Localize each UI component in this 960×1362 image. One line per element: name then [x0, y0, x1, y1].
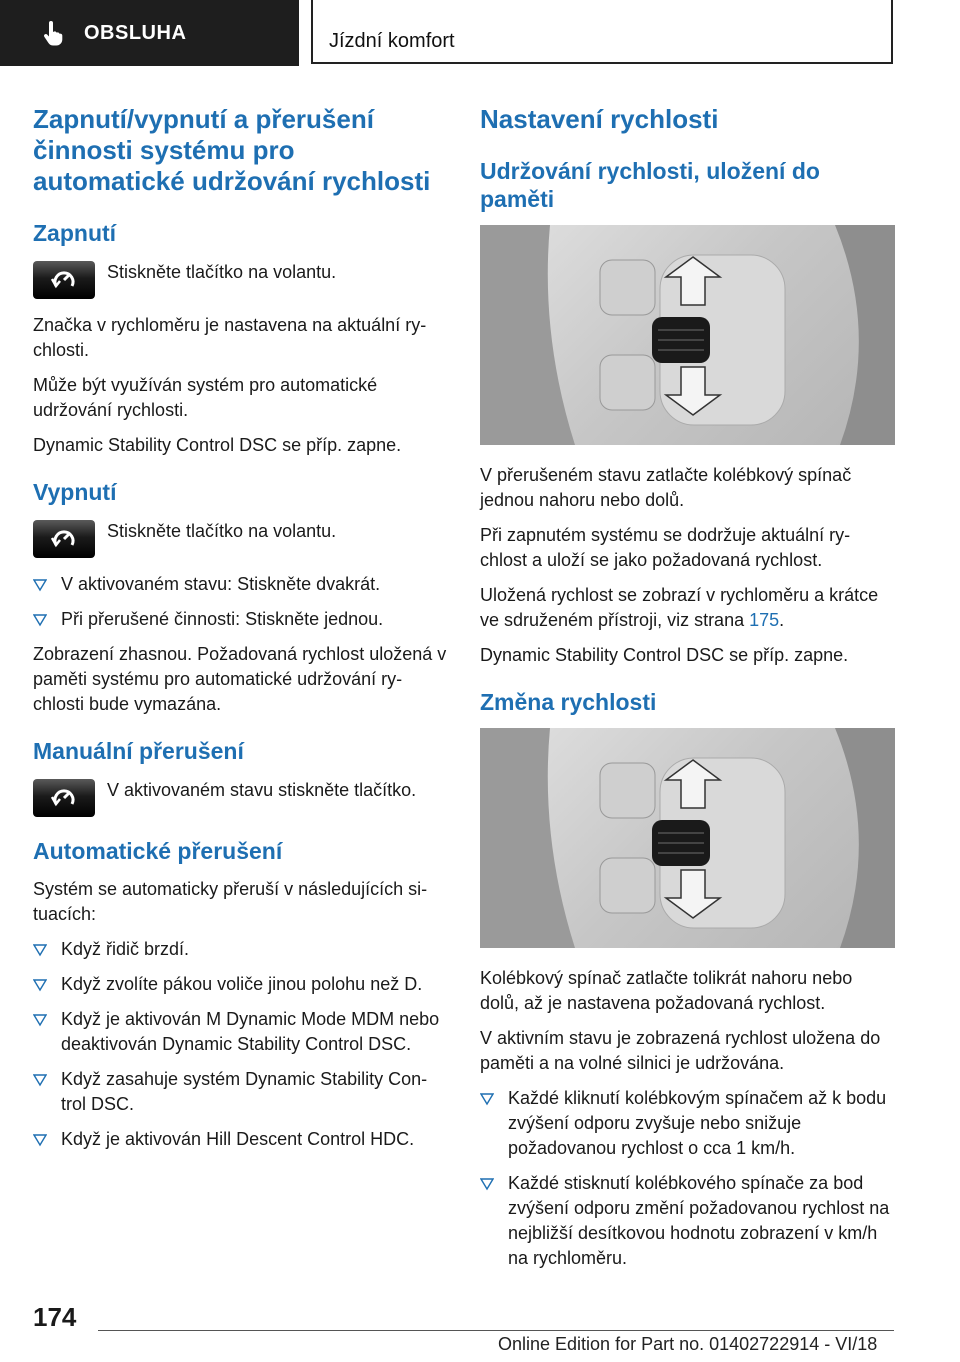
- heading-store-speed: Udržování rychlosti, uložení do paměti: [480, 158, 820, 212]
- paragraph: Kolébkový spínač zatlačte tolikrát nahoru nebo dolů, až je nastavena požadovaná rychlost.: [480, 968, 853, 1013]
- steering-wheel-rocker-photo: [480, 225, 895, 445]
- section-label: OBSLUHA: [84, 21, 187, 44]
- paragraph: Uložená rychlost se zobrazí v rychloměru a krátce ve sdruženém přístroji, viz strana 175.: [480, 585, 879, 630]
- chapter-box: [311, 0, 893, 64]
- page-header: [0, 0, 960, 66]
- left-column: [33, 104, 447, 1162]
- heading-auto-interrupt: Automatické přerušení: [33, 838, 283, 864]
- triangle-bullet-icon: [33, 978, 47, 992]
- list-item: Každé stisknutí kolébkového spínače za bod zvýšení odporu změní požadovanou rychlost na nejbližší desítkovou hodnotu zobrazení v km/h na rychloměru.: [480, 1171, 895, 1271]
- paragraph: Při zapnutém systému se dodržuje aktuální ry-chlost a uloží se jako požadovaná rychlost.: [480, 525, 851, 570]
- bullet-list-off: [33, 572, 447, 632]
- triangle-bullet-icon: [480, 1092, 494, 1106]
- paragraph: V aktivním stavu je zobrazená rychlost uložena do paměti a na volné silnici je udržována.: [480, 1028, 881, 1073]
- list-item: Při přerušené činnosti: Stiskněte jednou.: [33, 607, 447, 632]
- paragraph: V přerušeném stavu zatlačte kolébkový spínač jednou nahoru nebo dolů.: [480, 465, 852, 510]
- triangle-bullet-icon: [480, 1177, 494, 1191]
- bullet-list-auto: [33, 937, 447, 1152]
- triangle-bullet-icon: [33, 1013, 47, 1027]
- list-item: Když zvolíte pákou voliče jinou polohu než D.: [33, 972, 447, 997]
- triangle-bullet-icon: [33, 578, 47, 592]
- heading-vypnuti: Vypnutí: [33, 479, 117, 505]
- paragraph: Dynamic Stability Control DSC se příp. zapne.: [480, 645, 849, 665]
- list-item: Každé kliknutí kolébkovým spínačem až k bodu zvýšení odporu zvyšuje nebo snižuje požadovanou rychlost o cca 1 km/h.: [480, 1086, 895, 1161]
- cruise-control-button-icon: [33, 779, 95, 817]
- paragraph: Zobrazení zhasnou. Požadovaná rychlost uložená v paměti systému pro automatické udržování ry-chlosti bude vymazána.: [33, 644, 447, 714]
- footer-rule: [98, 1330, 894, 1331]
- paragraph: Značka v rychloměru je nastavena na aktuální ry-chlosti.: [33, 315, 427, 360]
- heading-manual-interrupt: Manuální přerušení: [33, 738, 244, 764]
- paragraph: Může být využíván systém pro automatické udržování rychlosti.: [33, 375, 378, 420]
- list-item: Když je aktivován M Dynamic Mode MDM nebo deaktivován Dynamic Stability Control DSC.: [33, 1007, 447, 1057]
- button-instruction-on: [33, 259, 447, 299]
- triangle-bullet-icon: [33, 1133, 47, 1147]
- right-column: [480, 104, 895, 1281]
- triangle-bullet-icon: [33, 943, 47, 957]
- instruction-text: Stiskněte tlačítko na volantu.: [107, 521, 337, 541]
- triangle-bullet-icon: [33, 1073, 47, 1087]
- triangle-bullet-icon: [33, 613, 47, 627]
- paragraph: Dynamic Stability Control DSC se příp. zapne.: [33, 435, 402, 455]
- heading-change-speed: Změna rychlosti: [480, 689, 657, 715]
- paragraph: Systém se automaticky přeruší v následujících si-tuacích:: [33, 879, 428, 924]
- section-title-speed-setting: Nastavení rychlosti: [480, 104, 719, 134]
- instruction-text: Stiskněte tlačítko na volantu.: [107, 262, 337, 282]
- bullet-list-change: [480, 1086, 895, 1271]
- steering-wheel-rocker-photo: [480, 728, 895, 948]
- edition-note: Online Edition for Part no. 01402722914 - VI/18: [498, 1334, 878, 1354]
- list-item: Když je aktivován Hill Descent Control HDC.: [33, 1127, 447, 1152]
- page-number: 174: [33, 1302, 77, 1332]
- chapter-title: Jízdní komfort: [329, 30, 455, 52]
- button-instruction-manual: [33, 777, 447, 817]
- button-instruction-off: [33, 518, 447, 558]
- cruise-control-button-icon: [33, 261, 95, 299]
- page-link[interactable]: 175: [749, 610, 780, 630]
- instruction-text: V aktivovaném stavu stiskněte tlačítko.: [107, 780, 417, 800]
- list-item: V aktivovaném stavu: Stiskněte dvakrát.: [33, 572, 447, 597]
- cruise-control-button-icon: [33, 520, 95, 558]
- hand-pointer-icon: [40, 20, 66, 46]
- section-tab: [0, 0, 299, 66]
- list-item: Když řidič brzdí.: [33, 937, 447, 962]
- heading-zapnuti: Zapnutí: [33, 220, 117, 246]
- section-title-on-off: Zapnutí/vypnutí a přerušení činnosti systému pro automatické udržování rychlosti: [33, 104, 431, 196]
- list-item: Když zasahuje systém Dynamic Stability Con-trol DSC.: [33, 1067, 447, 1117]
